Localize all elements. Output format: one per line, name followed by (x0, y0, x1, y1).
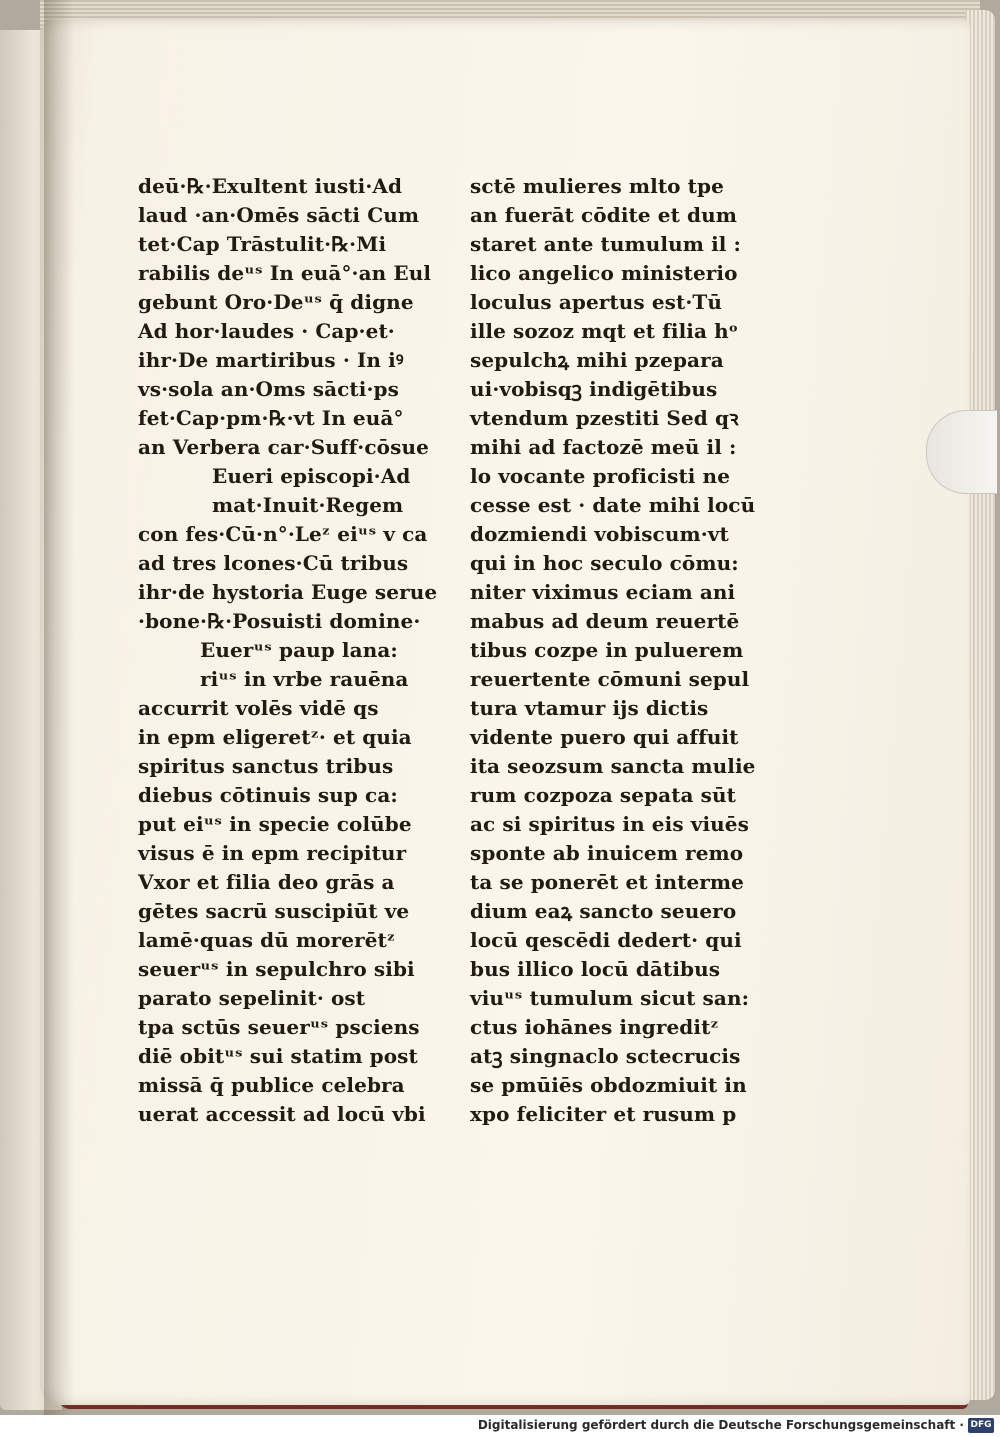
text-line: tpa sctūs seuerᵘˢ psciens (138, 1015, 420, 1039)
text-line: ta se ponerēt et interme (470, 870, 745, 894)
text-line: put eiᵘˢ in specie colūbe (138, 812, 412, 836)
funding-notice: Digitalisierung gefördert durch die Deutsche Forschungsgemeinschaft · (477, 1418, 964, 1432)
text-line: Eueri episcopi·Ad (212, 464, 411, 488)
text-line: vs·sola an·Oms sācti·ps (138, 377, 399, 401)
text-line: tibus cozpe in puluerem (470, 638, 744, 662)
text-line: riᵘˢ in vrbe rauēna (200, 667, 409, 691)
text-line: ille sozoz mqt et filia hᵒ (470, 319, 739, 343)
text-line: mihi ad factozē meū il : (470, 435, 737, 459)
text-line: sponte ab inuicem remo (470, 841, 744, 865)
dfg-logo: DFG (968, 1418, 994, 1433)
text-line: tura vtamur ijs dictis (470, 696, 709, 720)
text-line: vidente puero qui affuit (470, 725, 739, 749)
text-line: missā q̄ publice celebra (138, 1073, 405, 1097)
text-line: lo vocante proficisti ne (470, 464, 731, 488)
text-line: gētes sacrū suscipiūt ve (138, 899, 410, 923)
text-line: ihr·De martiribus · In iꝰ (138, 348, 404, 372)
text-line: lamē·quas dū morerētᶻ (138, 928, 396, 952)
text-line: tet·Cap Trāstulit·℞·Mi (138, 232, 387, 256)
text-line: an Verbera car·Suff·cōsue (138, 435, 429, 459)
text-line: loculus apertus est·Tū (470, 290, 723, 314)
text-line: ihr·de hystoria Euge serue (138, 580, 438, 604)
text-line: lico angelico ministerio (470, 261, 738, 285)
text-line: locū qescēdi dedert· qui (470, 928, 742, 952)
text-line: diebus cōtinuis sup ca: (138, 783, 398, 807)
text-line: mabus ad deum reuertē (470, 609, 740, 633)
text-line: bus illico locū dātibus (470, 957, 721, 981)
text-line: parato sepelinit· ost (138, 986, 366, 1010)
text-line: ita seozsum sancta mulie (470, 754, 756, 778)
text-line: con fes·Cū·n°·Leᶻ eiᵘˢ v ca (138, 522, 428, 546)
text-line: deū·℞·Exultent iusti·Ad (138, 174, 403, 198)
text-line: niter viximus eciam ani (470, 580, 736, 604)
text-line: spiritus sanctus tribus (138, 754, 394, 778)
text-column-left (138, 172, 438, 1129)
text-line: ac si spiritus in eis viuēs (470, 812, 749, 836)
page-clip (926, 410, 997, 494)
text-line: ui·vobisqꝫ indigētibus (470, 377, 718, 401)
text-line: xpo feliciter et rusum p (470, 1102, 737, 1126)
text-line: se pmūiēs obdozmiuit in (470, 1073, 747, 1097)
text-line: seuerᵘˢ in sepulchro sibi (138, 957, 415, 981)
text-line: dium eaꝝ sancto seuero (470, 899, 737, 923)
text-column-right (470, 172, 765, 1129)
text-line: ·bone·℞·Posuisti domine· (138, 609, 421, 633)
text-line: an fuerāt cōdite et dum (470, 203, 737, 227)
text-line: ctus iohānes ingreditᶻ (470, 1015, 719, 1039)
text-line: sepulchꝝ mihi pzepara (470, 348, 724, 372)
text-line: Euerᵘˢ paup lana: (200, 638, 398, 662)
text-line: dozmiendi vobiscum·vt (470, 522, 729, 546)
text-line: uerat accessit ad locū vbi (138, 1102, 426, 1126)
text-line: sctē mulieres mlto tpe (470, 174, 724, 198)
text-line: diē obitᵘˢ sui statim post (138, 1044, 418, 1068)
text-line: qui in hoc seculo cōmu: (470, 551, 739, 575)
text-line: accurrit volēs vidē qs (138, 696, 379, 720)
gutter-shadow (44, 0, 74, 1415)
text-line: viuᵘˢ tumulum sicut san: (470, 986, 750, 1010)
text-line: rum cozpoza sepata sūt (470, 783, 737, 807)
text-line: visus ē in epm recipitur (138, 841, 407, 865)
text-line: ad tres lcones·Cū tribus (138, 551, 409, 575)
text-line: mat·Inuit·Regem (212, 493, 404, 517)
text-line: cesse est · date mihi locū (470, 493, 756, 517)
text-line: Ad hor·laudes · Cap·et· (138, 319, 395, 343)
digitization-footer (0, 1415, 1000, 1437)
text-line: reuertente cōmuni sepul (470, 667, 750, 691)
text-line: vtendum pzestiti Sed qꝛ (470, 406, 739, 430)
text-line: in epm eligeretᶻ· et quia (138, 725, 412, 749)
text-line: staret ante tumulum il : (470, 232, 742, 256)
text-line: rabilis deᵘˢ In euā°·an Eul (138, 261, 432, 285)
text-line: laud ·an·Omēs sācti Cum (138, 203, 420, 227)
text-line: gebunt Oro·Deᵘˢ q̄ digne (138, 290, 414, 314)
text-line: Vxor et filia deo grās a (138, 870, 395, 894)
text-line: atꝫ singnaclo sctecrucis (470, 1044, 741, 1068)
text-line: fet·Cap·pm·℞·vt In euā° (138, 406, 404, 430)
